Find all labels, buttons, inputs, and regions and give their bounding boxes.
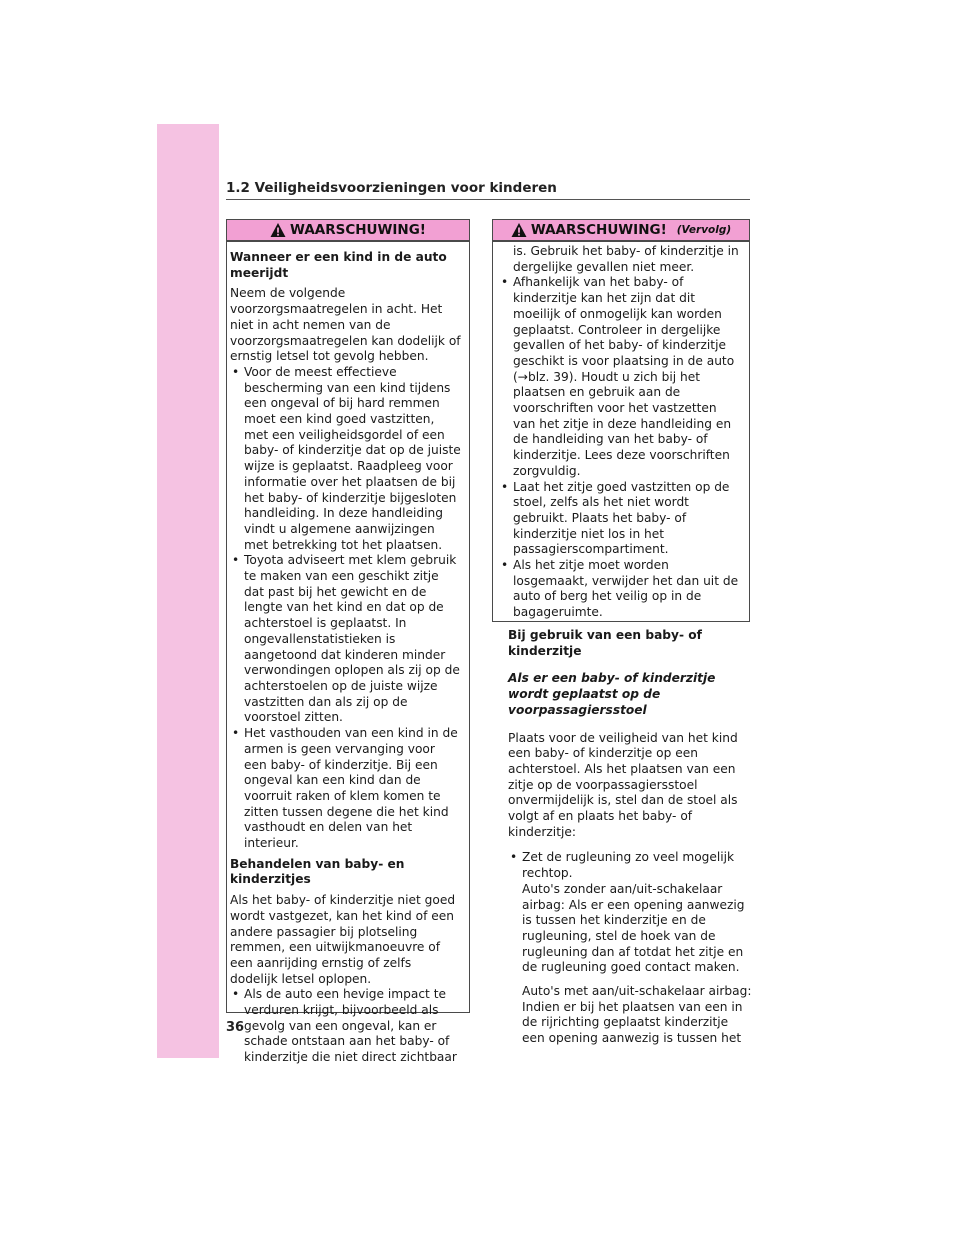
subsection-subheading: Als er een baby- of kinderzitje wordt geplaatst op de voorpassagiersstoel (508, 671, 716, 717)
right-column-text (508, 628, 752, 1055)
warning-triangle-icon (270, 222, 286, 238)
list-item: • Voor de meest effectieve bescherming van een kind tijdens een ongeval of bij hard remmen moet een kind goed vastzitten, met een veiligheidsgordel of een baby- of kinderzitje dat op de juiste wijze is geplaatst. Raadpleeg voor informatie over het plaatsen de bij het baby- of kinderzitje bijgesloten handleiding. In deze handleiding vindt u algemene aanwijzingen met betrekking tot het plaatsen. (232, 364, 461, 552)
list-item: • Laat het zitje goed vastzitten op de stoel, zelfs als het niet wordt gebruikt. Plaats het baby- of kinderzitje niet los in het passagierscompartiment. (501, 479, 730, 557)
list-item: • Als de auto een hevige impact te verduren krijgt, bijvoorbeeld als gevolg van een ongeval, kan er schade ontstaan aan het baby- of kinderzitje die niet direct zichtbaar (232, 987, 457, 1065)
section-header: 1.2 Veiligheidsvoorzieningen voor kinderen (226, 180, 557, 196)
body-sub-paragraph-2: Auto's met aan/uit-schakelaar airbag: Indien er bij het plaatsen van een in de rijrichting geplaatst kinderzitje een opening aanwezig is tussen het (522, 984, 752, 1046)
list-item: • Als het zitje moet worden losgemaakt, verwijder het dan uit de auto of berg het veilig op in de bagageruimte. (501, 558, 739, 620)
warning-body-continued (493, 242, 749, 629)
warning-para-2: Als het baby- of kinderzitje niet goed wordt vastgezet, kan het kind of een andere passagier bij plotseling remmen, een uitwijkmanoeuvre of een aanrijding ernstig of zelfs dodelijk letsel oplopen. (230, 893, 456, 986)
body-sub-paragraph-1: Auto's zonder aan/uit-schakelaar airbag: Als er een opening aanwezig is tussen het kinderzitje en de rugleuning, stel de hoek van de rugleuning dan af totdat het zitje en de rugleuning goed contact maken. (522, 881, 745, 975)
warning-heading-2: Behandelen van baby- en kinderzitjes (230, 856, 405, 887)
body-paragraph: Plaats voor de veiligheid van het kind een baby- of kinderzitje op een achterstoel. Als het plaatsen van een zitje op de voorpassagiersstoel onvermijdelijk is, stel dan de stoel als volgt af en plaats het baby- of kinderzitje: (508, 730, 738, 839)
continued-label: (Vervolg) (676, 224, 732, 236)
page-number: 36 (226, 1020, 245, 1035)
subsection-heading: Bij gebruik van een baby- of kinderzitje (508, 628, 702, 658)
warning-label: WAARSCHUWING! (530, 222, 667, 238)
chapter-side-tab (157, 124, 219, 1058)
list-item: • Zet de rugleuning zo veel mogelijk rechtop. (510, 850, 735, 881)
warning-intro: Neem de volgende voorzorgsmaatregelen in acht. Het niet in acht nemen van de voorzorgsmaatregelen kan dodelijk of ernstig letsel tot gevolg hebben. (230, 286, 461, 364)
warning-body (227, 242, 469, 1074)
warning-header (227, 220, 469, 242)
list-item: • Het vasthouden van een kind in de armen is geen vervanging voor een baby- of kinderzitje. Bij een ongeval kan een kind dan de voorruit raken of klem komen te zitten tussen degene die het kind vasthoudt en delen van het interieur. (232, 726, 458, 851)
list-item: • Toyota adviseert met klem gebruik te maken van een geschikt zitje dat past bij het gewicht en de lengte van het kind en dat op de achterstoel is geplaatst. In ongevallenstatistieken is aangetoond dat kinderen minder verwondingen oplopen als zij op de achterstoelen op de juiste wijze vastzitten dan als zij op de voorstoel zitten. (232, 553, 460, 725)
header-divider (226, 199, 750, 200)
warning-box-right (492, 219, 750, 622)
warning-continuation: is. Gebruik het baby- of kinderzitje in dergelijke gevallen niet meer. (513, 244, 739, 274)
list-item: • Afhankelijk van het baby- of kinderzitje kan het zijn dat dit moeilijk of onmogelijk kan worden geplaatst. Controleer in dergelijke gevallen of het baby- of kinderzitje geschikt is voor plaatsing in de auto (→blz. 39). Houdt u zich bij het plaatsen en gebruik aan de voorschriften voor het vastzetten van het zitje in deze handleiding en de handleiding van het baby- of kinderzitje. Lees deze voorschriften zorgvuldig. (501, 275, 735, 478)
warning-header-continued (493, 220, 749, 242)
warning-heading: Wanneer er een kind in de auto meerijdt (230, 250, 447, 280)
warning-label: WAARSCHUWING! (290, 222, 426, 238)
warning-triangle-icon (511, 222, 527, 238)
